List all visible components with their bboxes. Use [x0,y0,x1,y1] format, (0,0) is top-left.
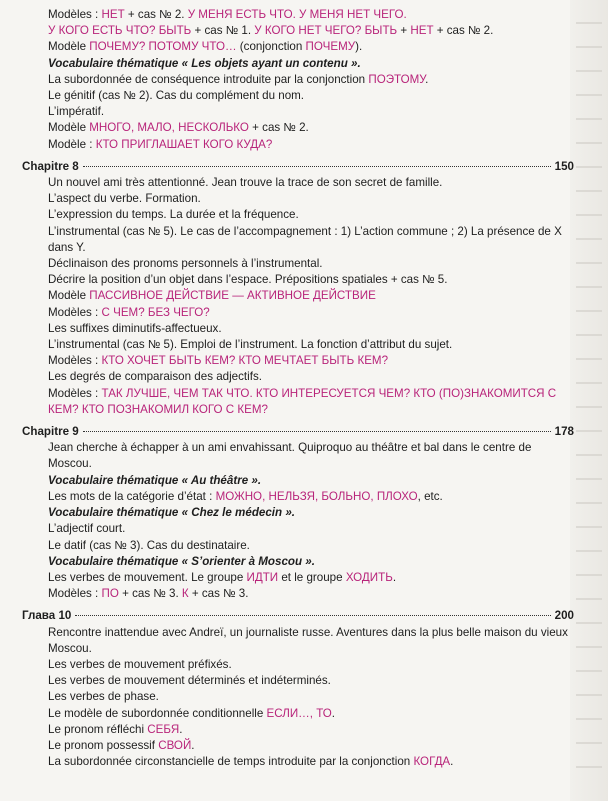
chapter-heading[interactable] [22,608,574,624]
russian-text: ПАССИВНОЕ ДЕЙСТВИЕ — АКТИВНОЕ ДЕЙСТВИЕ [89,289,376,303]
vocabulary-heading: Vocabulaire thématique « Au théâtre ». [48,473,262,487]
toc-line [48,104,574,120]
toc-line [48,538,574,554]
french-text: Modèles : [48,587,102,601]
toc-content [22,7,574,770]
french-text: , etc. [417,489,443,503]
russian-text: ЕСЛИ…, ТО [266,706,332,720]
russian-text: К [181,587,189,601]
french-text: L’expression du temps. La durée et la fréquence. [48,208,299,222]
toc-line [48,207,574,223]
toc-line [48,39,574,55]
russian-text: У КОГО ЕСТЬ ЧТО? БЫТЬ [48,24,192,38]
french-text: Le datif (cas № 3). Cas du destinataire. [48,538,250,552]
french-text: Un nouvel ami très attentionné. Jean trouve la trace de son secret de famille. [48,176,443,190]
french-text: + [397,24,411,38]
french-text: + cas № 3. [188,587,249,601]
french-text: + cas № 1. [191,24,255,38]
french-text: Modèles : [48,386,102,400]
russian-text: НЕТ [101,8,125,21]
toc-line [48,7,574,23]
russian-text: СЕБЯ [147,722,180,736]
russian-text: МНОГО, МАЛО, НЕСКОЛЬКО [89,121,249,135]
french-text: Les verbes de phase. [48,690,159,704]
russian-text: У МЕНЯ ЕСТЬ ЧТО. У МЕНЯ НЕТ ЧЕГО. [187,8,407,21]
french-text: Modèles : [48,305,102,319]
french-text: . [450,755,454,769]
toc-line [48,305,574,321]
french-text: Déclinaison des pronoms personnels à l’instrumental. [48,257,323,271]
toc-line [48,386,574,418]
french-text: Le pronom réfléchi [48,722,148,736]
french-text: . [331,706,336,720]
toc-line [48,272,574,288]
toc-line [48,554,574,570]
chapter-page-number: 150 [554,159,574,173]
toc-line [48,137,574,153]
chapter-page-number: 178 [554,425,574,439]
french-text: Modèle [48,40,90,54]
french-text: + cas № 2. [248,121,309,135]
toc-line [48,521,574,537]
toc-line [48,288,574,304]
toc-line [48,754,574,770]
toc-line [48,175,574,191]
russian-text: ХОДИТЬ [345,570,393,584]
french-text: Le pronom possessif [48,738,159,752]
toc-line [48,738,574,754]
toc-line [48,88,574,104]
toc-line [48,586,574,602]
french-text: . [392,570,397,584]
dot-leader [83,166,551,167]
chapter-title: Chapitre 8 [22,159,79,173]
vocabulary-heading: Vocabulaire thématique « Chez le médecin ». [48,506,295,520]
toc-line [48,673,574,689]
russian-text: КОГДА [413,755,451,769]
french-text: Les verbes de mouvement préfixés. [48,657,232,671]
chapter-list [22,159,574,771]
french-text: L’instrumental (cas № 5). Le cas de l’accompagnement : 1) L’action commune ; 2) La présence de X dans Y. [48,224,562,254]
french-text: Le génitif (cas № 2). Cas du complément du nom. [48,89,305,103]
french-text: La subordonnée circonstancielle de temps introduite par la conjonction [48,755,414,769]
french-text: Jean cherche à échapper à un ami envahissant. Quiproquo au théâtre et bal dans le centre de Moscou. [48,441,532,471]
vocabulary-heading: Vocabulaire thématique « Les objets ayant un contenu ». [48,56,361,70]
russian-text: С ЧЕМ? БЕЗ ЧЕГО? [101,305,210,319]
adjacent-page-edge [570,0,608,801]
russian-text: КТО ХОЧЕТ БЫТЬ КЕМ? КТО МЕЧТАЕТ БЫТЬ КЕМ? [101,354,389,368]
dot-leader [75,615,550,616]
french-text: L’instrumental (cas № 5). Emploi de l’instrument. La fonction d’attribut du sujet. [48,338,453,352]
french-text: Modèle [48,121,90,135]
russian-text: МОЖНО, НЕЛЬЗЯ, БОЛЬНО, ПЛОХО [215,489,418,503]
toc-line [48,191,574,207]
toc-line [48,353,574,369]
toc-line [48,440,574,472]
french-text: Décrire la position d’un objet dans l’espace. Prépositions spatiales + cas № 5. [48,273,448,287]
toc-line [48,657,574,673]
toc-line [48,256,574,272]
french-text: L’impératif. [48,105,105,119]
french-text: L’aspect du verbe. Formation. [48,192,201,206]
chapter-title: Chapitre 9 [22,425,79,439]
french-text: Les mots de la catégorie d’état : [48,489,216,503]
french-text: + cas № 3. [118,587,182,601]
french-text: Les verbes de mouvement déterminés et indéterminés. [48,674,331,688]
vocabulary-heading: Vocabulaire thématique « S’orienter à Moscou ». [48,554,315,568]
chapter-heading[interactable] [22,424,574,440]
french-text: Modèles : [48,354,102,368]
russian-text: ПОЧЕМУ? ПОТОМУ ЧТО… [89,40,237,54]
toc-line [48,72,574,88]
french-text: La subordonnée de conséquence introduite par la conjonction [48,72,369,86]
toc-line [48,321,574,337]
dot-leader [83,431,551,432]
french-text: + cas № 2. [124,8,188,21]
french-text: ). [355,40,363,54]
russian-text: ПОЧЕМУ [305,40,356,54]
russian-text: ИДТИ [246,570,279,584]
french-text: . [179,722,183,736]
chapter-heading[interactable] [22,159,574,175]
french-text: (conjonction [236,40,306,54]
french-text: Modèle [48,289,90,303]
toc-line [48,570,574,586]
french-text: Les degrés de comparaison des adjectifs. [48,370,262,384]
toc-line [48,337,574,353]
toc-line [48,224,574,256]
toc-line [48,369,574,385]
french-text: Le modèle de subordonnée conditionnelle [48,706,267,720]
russian-text: СВОЙ [158,738,192,752]
french-text: + cas № 2. [433,24,494,38]
russian-text: ТАК ЛУЧШЕ, ЧЕМ ТАК ЧТО. КТО ИНТЕРЕСУЕТСЯ ЧЕМ? КТО (ПО)ЗНАКОМИТСЯ С КЕМ? КТО ПОЗНАКОМИЛ КОГО С КЕМ? [48,386,557,416]
french-text: . [191,738,195,752]
toc-line [48,56,574,72]
chapter7-tail [22,7,574,153]
russian-text: НЕТ [410,24,434,38]
french-text: L’adjectif court. [48,522,126,536]
toc-line [48,722,574,738]
russian-text: У КОГО НЕТ ЧЕГО? БЫТЬ [254,24,398,38]
toc-line [48,120,574,136]
toc-line [48,625,574,657]
french-text: Les verbes de mouvement. Le groupe [48,570,247,584]
french-text: Modèles : [48,8,102,21]
french-text: Modèle : [48,137,96,151]
french-text: et le groupe [278,570,346,584]
french-text: Les suffixes diminutifs-affectueux. [48,321,222,335]
russian-text: ПО [101,587,119,601]
toc-line [48,505,574,521]
french-text: . [425,72,429,86]
toc-line [48,489,574,505]
chapter-title: Глава 10 [22,609,72,623]
russian-text: КТО ПРИГЛАШАЕТ КОГО КУДА? [95,137,273,151]
toc-line [48,473,574,489]
toc-line [48,23,574,39]
toc-line [48,706,574,722]
russian-text: ПОЭТОМУ [368,72,426,86]
chapter-page-number: 200 [554,609,574,623]
toc-line [48,689,574,705]
french-text: Rencontre inattendue avec Andreï, un journaliste russe. Aventures dans la plus belle maison du vieux Moscou. [48,625,568,655]
